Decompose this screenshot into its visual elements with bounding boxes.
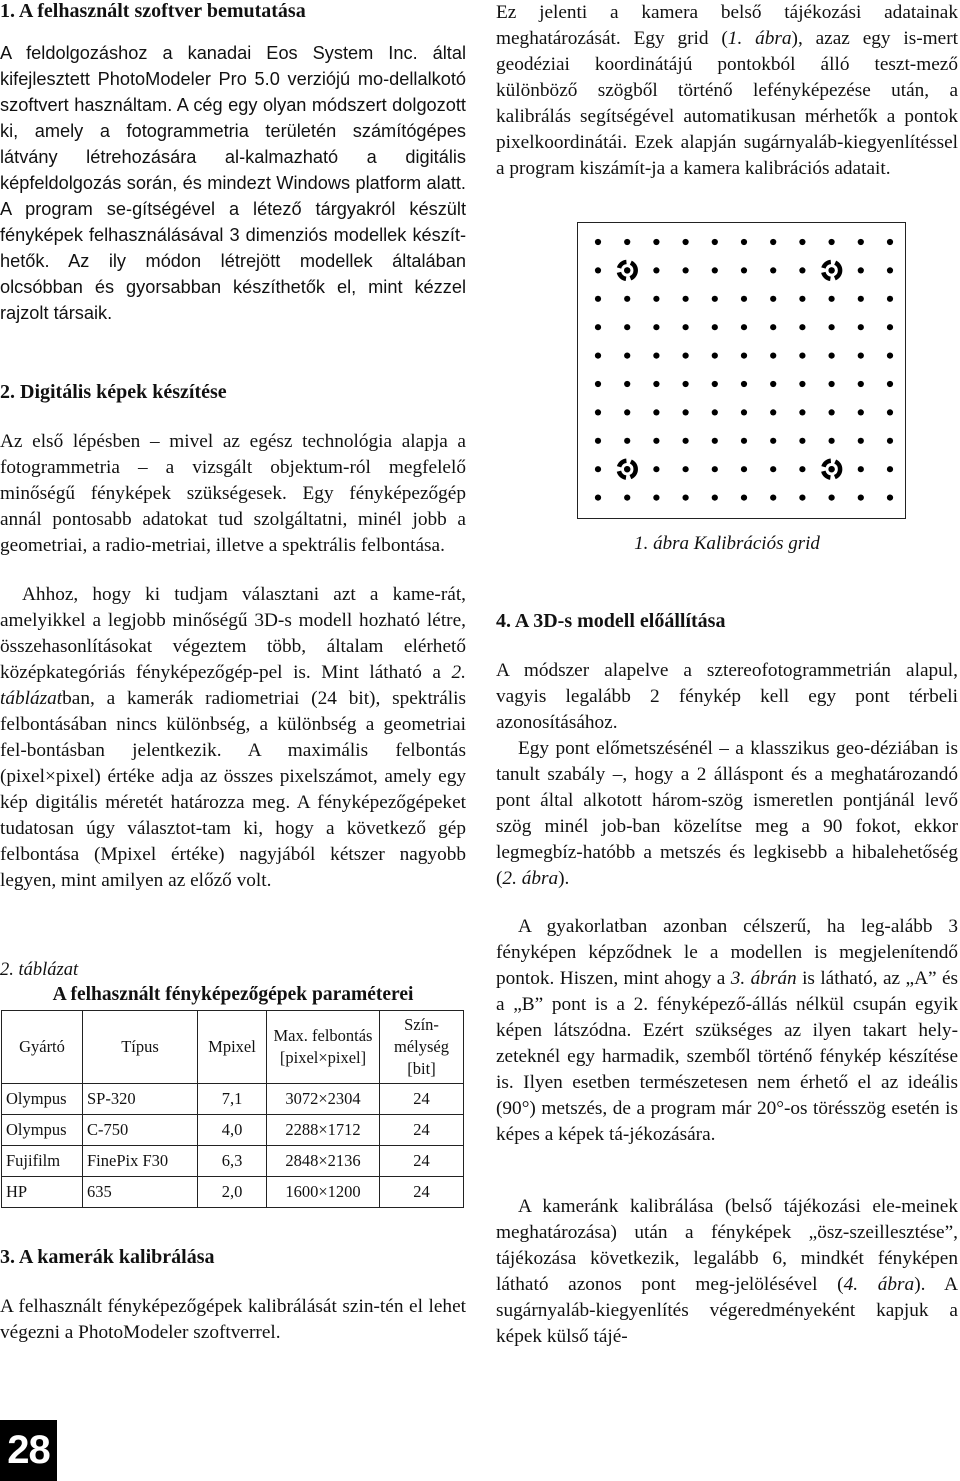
calibration-grid-figure <box>577 222 906 519</box>
grid-dot <box>712 409 718 415</box>
grid-dot <box>770 495 776 501</box>
grid-dot <box>683 324 689 330</box>
cell-depth: 24 <box>380 1146 464 1177</box>
figure-reference: 4. ábra <box>843 1274 915 1295</box>
grid-dot <box>887 381 893 387</box>
header-type: Típus <box>83 1011 198 1084</box>
grid-dot <box>653 324 659 330</box>
coded-target <box>823 262 840 279</box>
grid-dot <box>887 353 893 359</box>
grid-dot <box>887 324 893 330</box>
figure-reference: 2. ábra <box>502 868 559 889</box>
grid-dot <box>653 296 659 302</box>
cell-manufacturer: HP <box>2 1177 83 1208</box>
section-3-heading: 3. A kamerák kalibrálása <box>0 1246 215 1268</box>
paragraph-text: A gyakorlatban azonban célszerű, ha leg-alább 3 fényképen képződnek le a modellen is megjelenítendő pontok. Hiszen, mint ahogy a <box>496 916 958 989</box>
grid-dot <box>741 409 747 415</box>
figure-reference: 1. ábra <box>727 28 792 49</box>
grid-dot <box>799 267 805 273</box>
grid-dot <box>595 495 601 501</box>
cell-depth: 24 <box>380 1177 464 1208</box>
grid-dot <box>887 466 893 472</box>
cell-mpixel: 6,3 <box>198 1146 267 1177</box>
grid-dot <box>770 466 776 472</box>
cell-manufacturer: Olympus <box>2 1084 83 1115</box>
grid-dot <box>829 353 835 359</box>
grid-dot <box>683 409 689 415</box>
section-4-paragraph-4 <box>496 1194 958 1350</box>
page-number: 28 <box>0 1420 57 1481</box>
grid-dot <box>741 381 747 387</box>
grid-dot <box>595 296 601 302</box>
grid-dot <box>712 495 718 501</box>
cell-depth: 24 <box>380 1084 464 1115</box>
grid-dot <box>595 267 601 273</box>
table-label: 2. táblázat <box>0 960 79 980</box>
grid-dot <box>653 438 659 444</box>
paragraph-text: A kameránk kalibrálása (belső tájékozási ele-meinek meghatározása) után a fényképek „ösz-szeillesztése”, tájékozása következik, legalább 6, mindkét fényképen látható azonos pont meg-jelölésével ( <box>496 1196 958 1295</box>
grid-dot <box>799 324 805 330</box>
grid-dot <box>887 296 893 302</box>
grid-dot <box>595 239 601 245</box>
table-reference: 2. táblázat <box>0 662 466 709</box>
cell-mpixel: 2,0 <box>198 1177 267 1208</box>
cell-type: C-750 <box>83 1115 198 1146</box>
grid-dot <box>829 495 835 501</box>
grid-dot <box>741 239 747 245</box>
grid-dot <box>858 438 864 444</box>
table-row <box>2 1115 464 1146</box>
paragraph-text: ban, a kamerák radiometriai (24 bit), spektrális felbontásában nincs különbség, a különbség a geometriai fel-bontásban jelentkezik. A maximális felbontás (pixel×pixel) értéke adja az összes pixelszámot, amely egy kép digitális méretét határozza meg. A fényképezőgépeket tudatosan úgy választot-tam ki, hogy a következő gép felbontása (Mpixel értéke) nagyjából kétszer nagyobb legyen, mint amilyen az előző volt. <box>0 688 466 891</box>
paragraph-text: Ez jelenti a kamera belső tájékozási adatainak meghatározását. Egy grid ( <box>496 2 958 49</box>
grid-dot <box>829 409 835 415</box>
paragraph-text: ). A sugárnyaláb-kiegyenlítés végeredményeként kapjuk a képek külső tájé- <box>496 1274 958 1347</box>
coded-target <box>619 461 636 478</box>
grid-dot <box>653 495 659 501</box>
table-row <box>2 1177 464 1208</box>
grid-dot <box>683 267 689 273</box>
grid-dot <box>741 466 747 472</box>
grid-dot <box>624 353 630 359</box>
coded-target <box>823 461 840 478</box>
grid-dot <box>624 296 630 302</box>
grid-dot <box>799 381 805 387</box>
grid-dot <box>624 239 630 245</box>
section-2-paragraph-1: Az első lépésben – mivel az egész technológia alapja a fotogrammetria – a vizsgált objektum-ról megfelelő minőségű fényképek szükségesek. Egy fényképezőgép annál pontosabb adatokat tud szolgáltatni, minél jobb a geometriai, a radio-metriai, illetve a spektrális felbontása. <box>0 431 466 556</box>
grid-dot <box>887 438 893 444</box>
grid-dot <box>858 324 864 330</box>
grid-dot <box>770 239 776 245</box>
grid-dot <box>858 381 864 387</box>
grid-dot <box>829 438 835 444</box>
grid-dot <box>770 409 776 415</box>
grid-dot <box>712 381 718 387</box>
camera-parameters-table <box>1 1010 464 1208</box>
grid-dot <box>683 495 689 501</box>
grid-dot <box>624 409 630 415</box>
cell-mpixel: 7,1 <box>198 1084 267 1115</box>
section-1-paragraph: A feldolgozáshoz a kanadai Eos System Inc. által kifejlesztett PhotoModeler Pro 5.0 verziójú mo-dellalkotó szoftvert használtam. A cég egy olyan módszert dolgozott ki, amely a fotogrammetria területén számítógépes látvány létrehozására al-kalmazható a digitális képfeldolgozás során, és mindezt Windows platform alatt. A program se-gítségével a létező tárgyakról készült fényképek felhasználásával 3 dimenziós modellek készít-hetők. Az ily módon létrejött modellek általában olcsóbban és gyorsabban készíthetők el, mint kézzel rajzolt társaik. <box>0 43 466 323</box>
grid-dot <box>653 381 659 387</box>
grid-dot <box>653 239 659 245</box>
grid-dot <box>683 466 689 472</box>
cell-type: SP-320 <box>83 1084 198 1115</box>
grid-dot <box>887 409 893 415</box>
grid-dot <box>624 324 630 330</box>
paragraph-text: ), azaz egy is-mert geodéziai koordinátájú pontokból álló teszt-mező különböző szögből történő lefényképezése után, a kalibrálás segítségével automatikusan mérhetők a pontok pixelkoordinátái. Ezek alapján sugárnyaláb-kiegyenlítéssel a program kiszámít-ja a kamera kalibrációs adatait. <box>496 28 958 179</box>
table-row <box>2 1146 464 1177</box>
grid-dot <box>799 409 805 415</box>
paragraph-text: is látható, az „A” és a „B” pont is a 2. fényképező-állás nélkül csupán egyik képen látszódna. Ezért szükséges az ilyen takart hely-zeteknél egy harmadik, szemből történő fénykép készítése is. Ilyen esetben természetesen nem érhető el az ideális (90°) metszés, de a program már 20°-os törésszög esetén is képes a képek tá-jékozására. <box>496 968 959 1145</box>
grid-dot <box>595 381 601 387</box>
grid-dot <box>712 296 718 302</box>
grid-dot <box>770 353 776 359</box>
header-manufacturer: Gyártó <box>2 1011 83 1084</box>
section-2-paragraph-2 <box>0 582 466 894</box>
header-color-depth: Szín-mélység [bit] <box>380 1011 464 1084</box>
cell-mpixel: 4,0 <box>198 1115 267 1146</box>
grid-dot <box>683 296 689 302</box>
grid-dot <box>741 495 747 501</box>
grid-dot <box>858 353 864 359</box>
cell-resolution: 1600×1200 <box>267 1177 380 1208</box>
grid-dot <box>712 324 718 330</box>
grid-dot <box>799 495 805 501</box>
paragraph-text: Egy pont előmetszésénél – a klasszikus geo-déziában is tanult szabály –, hogy a 2 álláspont és a meghatározandó pont által alkotott három-szög ismeretlen pontjánál levő szög minél job-ban közelítse meg a 90 fokot, ekkor legmegbíz-hatóbb a metszés és legkisebb a hibalehetőség ( <box>496 738 958 889</box>
grid-dot <box>829 296 835 302</box>
section-4-heading: 4. A 3D-s modell előállítása <box>496 610 726 632</box>
grid-dot <box>683 438 689 444</box>
section-3-paragraph: A felhasznált fényképezőgépek kalibrálását szin-tén el lehet végezni a PhotoModeler szoftverrel. <box>0 1296 466 1343</box>
grid-dot <box>858 409 864 415</box>
grid-dot <box>741 267 747 273</box>
grid-dot <box>712 267 718 273</box>
grid-dot <box>595 409 601 415</box>
grid-dot <box>683 239 689 245</box>
grid-dot <box>712 353 718 359</box>
grid-dot <box>683 381 689 387</box>
grid-dot <box>770 267 776 273</box>
cell-manufacturer: Olympus <box>2 1115 83 1146</box>
coded-target <box>619 262 636 279</box>
paragraph-text: ). <box>558 868 570 889</box>
paragraph-text: Ahhoz, hogy ki tudjam választani azt a kame-rát, amelyikkel a legjobb minőségű 3D-s modell hozható létre, összehasonlításokat végeztem több, általam elérhető középkategóriás fényképezőgép-pel is. Mint látható a <box>0 584 466 683</box>
grid-dot <box>683 353 689 359</box>
grid-dot <box>653 466 659 472</box>
table-title: A felhasznált fényképezőgépek paraméterei <box>52 984 414 1005</box>
grid-dot <box>799 296 805 302</box>
figure-caption: 1. ábra Kalibrációs grid <box>634 533 820 554</box>
cell-resolution: 2288×1712 <box>267 1115 380 1146</box>
cell-resolution: 3072×2304 <box>267 1084 380 1115</box>
grid-dot <box>741 353 747 359</box>
grid-dot <box>624 438 630 444</box>
grid-dot <box>887 495 893 501</box>
grid-dot <box>858 239 864 245</box>
grid-dot <box>712 239 718 245</box>
cell-type: 635 <box>83 1177 198 1208</box>
grid-dot <box>858 296 864 302</box>
grid-dot <box>858 267 864 273</box>
grid-dot <box>829 324 835 330</box>
grid-dot <box>829 239 835 245</box>
grid-dot <box>741 324 747 330</box>
table-header-row <box>2 1011 464 1084</box>
grid-dot <box>887 239 893 245</box>
section-4-paragraph-2 <box>496 736 958 892</box>
figure-reference: 3. ábrán <box>730 968 797 989</box>
cell-manufacturer: Fujifilm <box>2 1146 83 1177</box>
grid-dot <box>741 438 747 444</box>
grid-dot <box>858 466 864 472</box>
header-max-resolution: Max. felbontás [pixel×pixel] <box>267 1011 380 1084</box>
grid-dot <box>799 438 805 444</box>
grid-dot <box>595 324 601 330</box>
section-4-paragraph-1: A módszer alapelve a sztereofotogrammetrián alapul, vagyis legalább 2 fénykép kell egy pont térbeli azonosításához. <box>496 660 958 733</box>
section-1-heading: 1. A felhasznált szoftver bemutatása <box>0 0 306 22</box>
section-2-heading: 2. Digitális képek készítése <box>0 381 227 403</box>
cell-resolution: 2848×2136 <box>267 1146 380 1177</box>
grid-dot <box>799 466 805 472</box>
cell-depth: 24 <box>380 1115 464 1146</box>
grid-dot <box>595 353 601 359</box>
section-4-paragraph-3 <box>496 914 958 1148</box>
grid-dot <box>653 409 659 415</box>
grid-dot <box>858 495 864 501</box>
grid-dot <box>770 324 776 330</box>
grid-dot <box>770 381 776 387</box>
calibration-grid-image <box>578 223 905 518</box>
grid-dot <box>799 353 805 359</box>
grid-dot <box>653 267 659 273</box>
grid-dot <box>624 495 630 501</box>
grid-dot <box>624 381 630 387</box>
header-mpixel: Mpixel <box>198 1011 267 1084</box>
table-row <box>2 1084 464 1115</box>
grid-dot <box>770 296 776 302</box>
grid-dot <box>712 438 718 444</box>
grid-dot <box>712 466 718 472</box>
calibration-intro-paragraph <box>496 0 958 182</box>
grid-dot <box>799 239 805 245</box>
grid-dot <box>887 267 893 273</box>
grid-dot <box>829 381 835 387</box>
grid-dot <box>595 466 601 472</box>
grid-dot <box>741 296 747 302</box>
grid-dot <box>770 438 776 444</box>
grid-dot <box>653 353 659 359</box>
cell-type: FinePix F30 <box>83 1146 198 1177</box>
grid-dot <box>595 438 601 444</box>
